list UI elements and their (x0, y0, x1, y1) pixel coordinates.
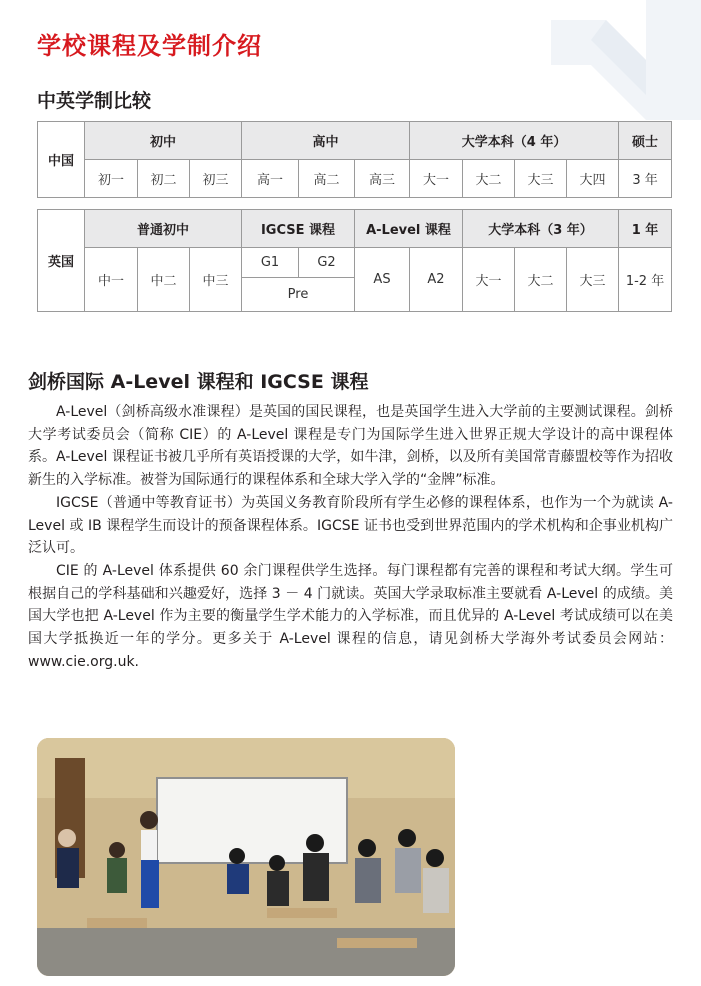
group-uk-master: 1 年 (619, 210, 672, 248)
grade-cell: 大一 (410, 160, 463, 198)
group-uk-undergraduate: 大学本科（3 年） (463, 210, 619, 248)
grade-cell: 中一 (85, 248, 138, 312)
group-a-level: A-Level 课程 (355, 210, 463, 248)
grade-cell: 初三 (190, 160, 242, 198)
grade-cell: 初二 (138, 160, 190, 198)
grade-cell: G2 (299, 248, 355, 278)
section-title: 剑桥国际 A-Level 课程和 IGCSE 课程 (28, 371, 369, 393)
group-igcse: IGCSE 课程 (242, 210, 355, 248)
paragraph: IGCSE（普通中等教育证书）为英国义务教育阶段所有学生必修的课程体系，也作为一个为就读 A-Level 或 IB 课程学生而设计的预备课程体系。IGCSE 证书也受到世界范围内的学术机构和企事业机构广泛认可。 (28, 494, 673, 557)
group-middle-school: 普通初中 (85, 210, 242, 248)
group-undergraduate: 大学本科（4 年） (410, 122, 619, 160)
grade-cell: 大二 (463, 160, 515, 198)
paragraph: A-Level（剑桥高级水准课程）是英国的国民课程，也是英国学生进入大学前的主要测试课程。剑桥大学考试委员会（简称 CIE）的 A-Level 课程是专门为国际学生进入世界正规大学设计的高中课程体系。A-Level 课程证书被几乎所有英语授课的大学，如牛津，剑桥，以及所有美国常青藤盟校等作为招收新生的入学标准。被誉为国际通行的课程体系和全球大学入学的“金牌”标准。 (28, 404, 673, 489)
grade-cell: 1-2 年 (619, 248, 672, 312)
corner-decoration (551, 0, 701, 120)
grade-cell: 3 年 (619, 160, 672, 198)
grade-cell-pre: Pre (242, 278, 355, 312)
grade-cell: A2 (410, 248, 463, 312)
country-label-china: 中国 (38, 122, 85, 198)
comparison-subtitle: 中英学制比较 (37, 90, 152, 112)
grade-cell: 高三 (355, 160, 410, 198)
grade-cell: AS (355, 248, 410, 312)
paragraph: CIE 的 A-Level 体系提供 60 余门课程供学生选择。每门课程都有完善的课程和考试大纲。学生可根据自己的学科基础和兴趣爱好，选择 3 － 4 门就读。英国大学录取标准主要就看 A-Level 的成绩。美国大学也把 A-Level 作为主要的衡量学生学术能力的入学标准，而且优异的 A-Level 考试成绩可以在美国大学抵换近一年的学分。更多关于 A-Level 课程的信息，请见剑桥大学海外考试委员会网站：www.cie.org.uk. (28, 562, 673, 670)
group-junior-high: 初中 (85, 122, 242, 160)
grade-cell: 大三 (567, 248, 619, 312)
grade-cell: 高二 (299, 160, 355, 198)
grade-cell: 大二 (515, 248, 567, 312)
china-system-table (37, 121, 672, 198)
grade-cell: 中二 (138, 248, 190, 312)
classroom-photo (37, 738, 455, 976)
uk-system-table (37, 209, 672, 312)
grade-cell: 大三 (515, 160, 567, 198)
page-title: 学校课程及学制介绍 (37, 32, 262, 60)
grade-cell: 高一 (242, 160, 299, 198)
grade-cell: 大四 (567, 160, 619, 198)
grade-cell: 中三 (190, 248, 242, 312)
grade-cell: G1 (242, 248, 299, 278)
grade-cell: 大一 (463, 248, 515, 312)
group-senior-high: 高中 (242, 122, 410, 160)
section-body (28, 401, 673, 673)
grade-cell: 初一 (85, 160, 138, 198)
group-master: 硕士 (619, 122, 672, 160)
country-label-uk: 英国 (38, 210, 85, 312)
